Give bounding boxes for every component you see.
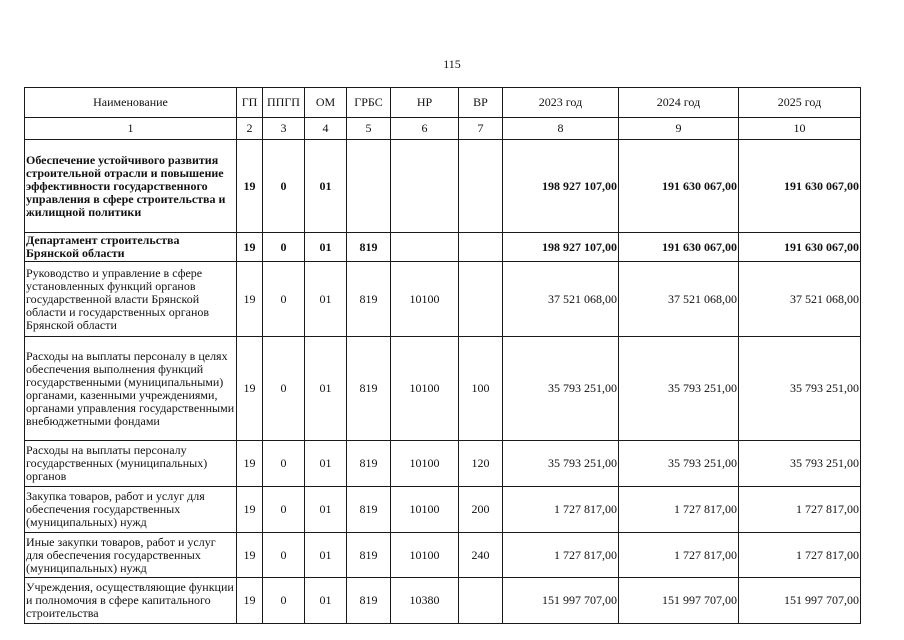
cell-gp: 19 [237,578,263,624]
cell-vr: 240 [459,533,503,578]
cell-year-2025: 37 521 068,00 [739,262,861,337]
cell-year-2024: 151 997 707,00 [619,578,739,624]
cell-om: 01 [305,337,347,441]
cell-gp: 19 [237,140,263,233]
column-number: 10 [739,118,861,140]
cell-ppgp: 0 [263,337,305,441]
cell-name: Руководство и управление в сфере установленных функций органов государственной власти Брянской области и государственных органов Брянской области [25,262,237,337]
column-number: 3 [263,118,305,140]
cell-vr: 200 [459,487,503,533]
cell-om: 01 [305,262,347,337]
cell-year-2023: 198 927 107,00 [503,140,619,233]
cell-ppgp: 0 [263,262,305,337]
header-ppgp: ППГП [263,88,305,118]
cell-vr: 100 [459,337,503,441]
cell-nr [391,140,459,233]
cell-om: 01 [305,533,347,578]
cell-gp: 19 [237,233,263,262]
table-row [25,233,861,262]
cell-year-2024: 191 630 067,00 [619,233,739,262]
cell-nr [391,233,459,262]
cell-name: Закупка товаров, работ и услуг для обеспечения государственных (муниципальных) нужд [25,487,237,533]
cell-nr: 10100 [391,487,459,533]
cell-year-2023: 198 927 107,00 [503,233,619,262]
column-number: 9 [619,118,739,140]
cell-om: 01 [305,140,347,233]
cell-ppgp: 0 [263,533,305,578]
cell-year-2023: 1 727 817,00 [503,533,619,578]
header-om: ОМ [305,88,347,118]
cell-name: Расходы на выплаты персоналу государственных (муниципальных) органов [25,441,237,487]
header-name: Наименование [25,88,237,118]
cell-vr [459,262,503,337]
table-row [25,441,861,487]
table-row [25,140,861,233]
column-number: 2 [237,118,263,140]
column-number: 6 [391,118,459,140]
cell-ppgp: 0 [263,487,305,533]
cell-name: Обеспечение устойчивого развития строительной отрасли и повышение эффективности государственного управления в сфере строительства и жилищной политики [25,140,237,233]
column-number-row [25,118,861,140]
cell-year-2024: 35 793 251,00 [619,441,739,487]
cell-gp: 19 [237,441,263,487]
cell-ppgp: 0 [263,441,305,487]
table-row [25,337,861,441]
cell-gp: 19 [237,533,263,578]
cell-vr [459,233,503,262]
header-gp: ГП [237,88,263,118]
cell-vr: 120 [459,441,503,487]
cell-ppgp: 0 [263,140,305,233]
cell-name: Иные закупки товаров, работ и услуг для обеспечения государственных (муниципальных) нужд [25,533,237,578]
cell-nr: 10100 [391,441,459,487]
cell-grbs [347,140,391,233]
cell-year-2025: 35 793 251,00 [739,441,861,487]
table-row [25,262,861,337]
cell-grbs: 819 [347,487,391,533]
cell-grbs: 819 [347,233,391,262]
cell-om: 01 [305,441,347,487]
cell-year-2023: 35 793 251,00 [503,337,619,441]
cell-grbs: 819 [347,578,391,624]
cell-year-2023: 151 997 707,00 [503,578,619,624]
cell-nr: 10100 [391,262,459,337]
table-row [25,533,861,578]
cell-year-2024: 35 793 251,00 [619,337,739,441]
page-number: 115 [443,57,461,71]
header-year-2025: 2025 год [739,88,861,118]
cell-gp: 19 [237,262,263,337]
cell-grbs: 819 [347,337,391,441]
cell-year-2025: 191 630 067,00 [739,233,861,262]
cell-gp: 19 [237,337,263,441]
cell-year-2024: 1 727 817,00 [619,533,739,578]
header-year-2024: 2024 год [619,88,739,118]
cell-year-2025: 1 727 817,00 [739,487,861,533]
cell-vr [459,578,503,624]
cell-year-2025: 35 793 251,00 [739,337,861,441]
cell-year-2024: 37 521 068,00 [619,262,739,337]
header-nr: НР [391,88,459,118]
cell-nr: 10100 [391,533,459,578]
cell-om: 01 [305,487,347,533]
cell-year-2023: 35 793 251,00 [503,441,619,487]
header-grbs: ГРБС [347,88,391,118]
cell-year-2025: 191 630 067,00 [739,140,861,233]
cell-ppgp: 0 [263,578,305,624]
cell-nr: 10380 [391,578,459,624]
cell-year-2023: 1 727 817,00 [503,487,619,533]
cell-ppgp: 0 [263,233,305,262]
cell-om: 01 [305,578,347,624]
cell-grbs: 819 [347,441,391,487]
budget-table [24,87,861,624]
cell-om: 01 [305,233,347,262]
cell-year-2023: 37 521 068,00 [503,262,619,337]
header-year-2023: 2023 год [503,88,619,118]
table-row [25,578,861,624]
column-number: 5 [347,118,391,140]
cell-name: Учреждения, осуществляющие функции и полномочия в сфере капитального строительства [25,578,237,624]
column-number: 1 [25,118,237,140]
header-vr: ВР [459,88,503,118]
column-number: 7 [459,118,503,140]
column-number: 8 [503,118,619,140]
cell-name: Расходы на выплаты персоналу в целях обеспечения выполнения функций государственными (муниципальными) органами, казенными учреждениями, органами управления государственными внебюджетными фондами [25,337,237,441]
cell-year-2025: 1 727 817,00 [739,533,861,578]
header-row [25,88,861,118]
cell-nr: 10100 [391,337,459,441]
table-row [25,487,861,533]
cell-year-2024: 191 630 067,00 [619,140,739,233]
cell-year-2024: 1 727 817,00 [619,487,739,533]
column-number: 4 [305,118,347,140]
cell-vr [459,140,503,233]
cell-grbs: 819 [347,533,391,578]
cell-gp: 19 [237,487,263,533]
cell-name: Департамент строительства Брянской области [25,233,237,262]
cell-year-2025: 151 997 707,00 [739,578,861,624]
cell-grbs: 819 [347,262,391,337]
